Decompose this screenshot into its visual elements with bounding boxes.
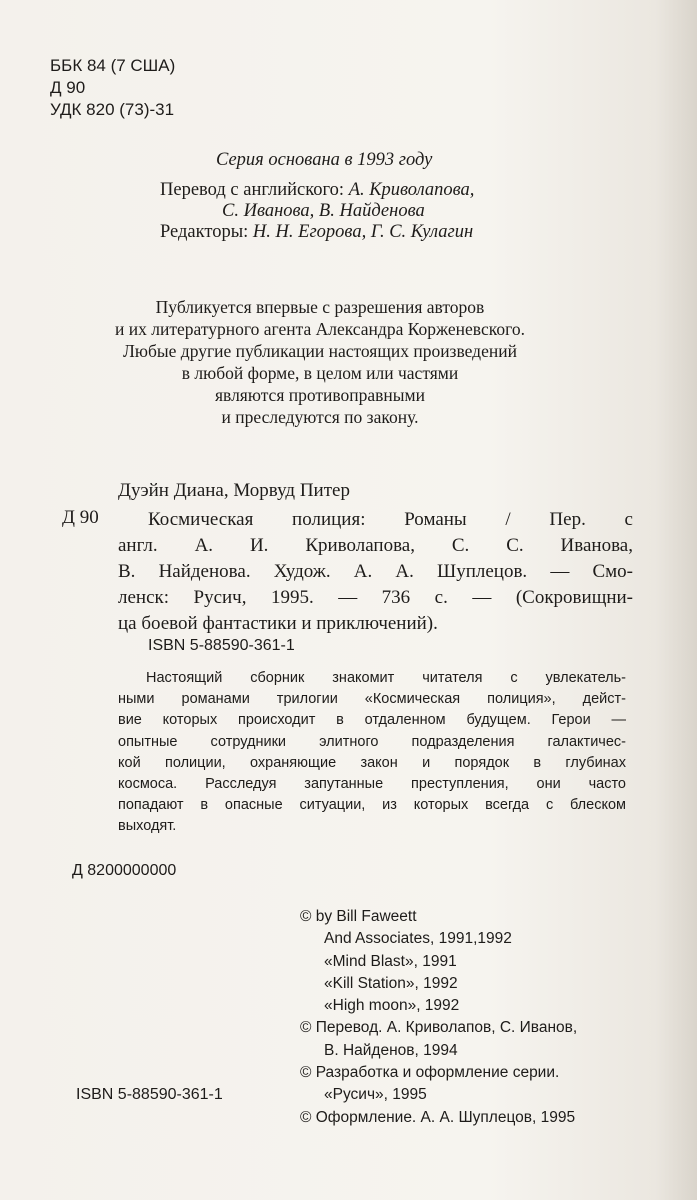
udk-code: УДК 820 (73)-31 — [50, 100, 175, 119]
annotation-line: Настоящий сборник знакомит читателя с увлекатель- — [146, 670, 626, 686]
catalog-continuation — [118, 533, 633, 637]
copyright-block — [300, 906, 577, 1129]
annotation-line: опытные сотрудники элитного подразделения галактичес- — [118, 733, 626, 750]
editors-label: Редакторы: — [160, 222, 249, 242]
catalog-description — [148, 507, 633, 533]
rights-line: Публикуется впервые с разрешения авторов — [155, 297, 485, 317]
catalog-line: В. Найденова. Худож. А. А. Шуплецов. — Смо- — [118, 561, 633, 582]
catalog-line: ленск: Русич, 1995. — 736 с. — (Сокровищни- — [118, 587, 633, 608]
copyright-line: © by Bill Faweett — [300, 908, 417, 925]
rights-line: являются противоправными — [214, 385, 425, 405]
annotation-line: ными романами трилогии «Космическая полиция», дейст- — [118, 691, 626, 708]
copyright-line: «High moon», 1992 — [324, 997, 460, 1015]
copyright-line: © Перевод. А. Криволапов, С. Иванов, — [300, 1019, 578, 1037]
bottom-isbn: ISBN 5-88590-361-1 — [76, 1086, 223, 1103]
catalog-isbn: ISBN 5-88590-361-1 — [148, 637, 295, 654]
copyright-line: «Kill Station», 1992 — [324, 974, 458, 992]
annotation-line: кой полиции, охраняющие закон и порядок в глубинах — [118, 754, 626, 771]
annotation — [118, 668, 626, 838]
catalog-line: ца боевой фантастики и приключений). — [118, 613, 438, 634]
translation-line — [160, 180, 474, 201]
rights-line: и их литературного агента Александра Корженевского. — [115, 319, 525, 339]
copyright-line: © Оформление. А. А. Шуплецов, 1995 — [300, 1108, 576, 1126]
rights-line: в любой форме, в целом или частями — [181, 363, 459, 383]
author-mark: Д 90 — [50, 78, 86, 97]
translators-second: С. Иванова, В. Найденова — [222, 201, 425, 221]
catalog-line: англ. А. И. Криволапова, С. С. Иванова, — [118, 535, 633, 556]
editors-line — [160, 222, 473, 243]
rights-notice — [60, 296, 580, 428]
copyright-line: В. Найденов, 1994 — [324, 1041, 458, 1059]
rights-line: и преследуются по закону. — [221, 407, 419, 427]
copyright-line: «Mind Blast», 1991 — [324, 952, 457, 970]
editors-names: Н. Н. Егорова, Г. С. Кулагин — [252, 222, 474, 242]
index-code: Д 8200000000 — [72, 862, 177, 879]
copyright-line: «Русич», 1995 — [324, 1086, 427, 1104]
copyright-line: And Associates, 1991,1992 — [324, 930, 512, 948]
catalog-line: Космическая полиция: Романы / Пер. с — [148, 509, 633, 530]
annotation-line: выходят. — [118, 818, 177, 835]
copyright-line: © Разработка и оформление серии. — [300, 1064, 560, 1082]
catalog-authors: Дуэйн Диана, Морвуд Питер — [118, 480, 350, 501]
annotation-line: космоса. Расследуя запутанные преступления, они часто — [118, 776, 626, 793]
translators-first: А. Криволапова, — [348, 180, 475, 200]
bbk-code: ББК 84 (7 США) — [50, 56, 176, 75]
catalog-code: Д 90 — [62, 507, 99, 528]
annotation-line: вие которых происходит в отдаленном будущем. Герои — — [118, 712, 626, 729]
series-founded: Серия основана в 1993 году — [216, 150, 433, 170]
rights-line: Любые другие публикации настоящих произведений — [123, 341, 517, 361]
translation-label: Перевод с английского: — [160, 180, 345, 200]
annotation-line: попадают в опасные ситуации, из которых всегда с блеском — [118, 797, 626, 814]
